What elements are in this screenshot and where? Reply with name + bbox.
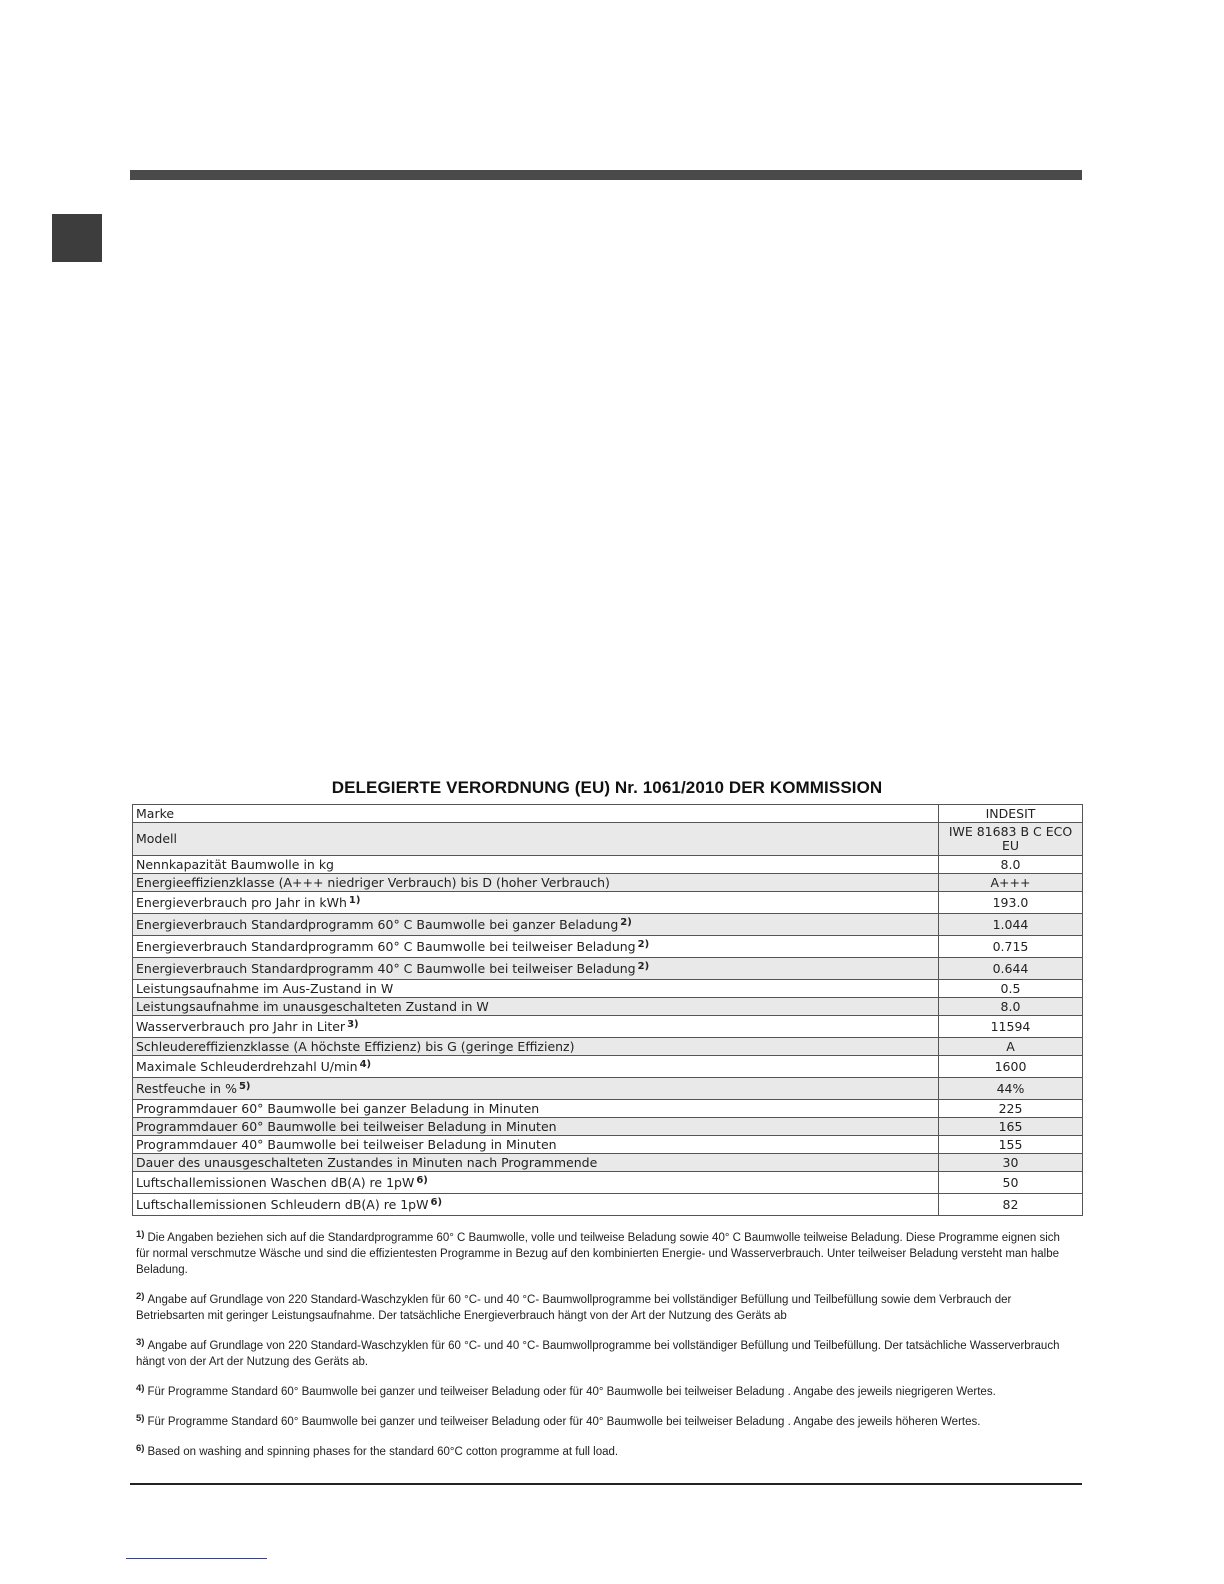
row-label-cell <box>133 1154 939 1172</box>
row-label: Marke <box>136 805 175 821</box>
row-label-cell <box>133 856 939 874</box>
row-label-cell <box>133 1172 939 1194</box>
footnote-marker: 6) <box>430 1196 443 1208</box>
row-label-cell <box>133 823 939 856</box>
footnote-number: 5) <box>136 1413 145 1424</box>
row-label-cell <box>133 1056 939 1078</box>
footnotes <box>136 1230 1066 1474</box>
row-label-cell <box>133 1194 939 1216</box>
table-row <box>133 914 1083 936</box>
row-value: 44% <box>939 1078 1083 1100</box>
row-label: Schleudereffizienzklasse (A höchste Effizienz) bis G (geringe Effizienz) <box>136 1038 575 1054</box>
row-value: 1.044 <box>939 914 1083 936</box>
footnote-marker: 5) <box>238 1080 251 1092</box>
row-label: Leistungsaufnahme im Aus-Zustand in W <box>136 980 394 996</box>
row-label-cell <box>133 1118 939 1136</box>
table-row <box>133 1154 1083 1172</box>
row-value: 8.0 <box>939 998 1083 1016</box>
table-row <box>133 1136 1083 1154</box>
table-row <box>133 936 1083 958</box>
row-label: Dauer des unausgeschalteten Zustandes in Minuten nach Programmende <box>136 1154 598 1170</box>
footnote <box>136 1414 1066 1430</box>
row-label-cell <box>133 914 939 936</box>
footnote-marker: 2) <box>637 960 650 972</box>
row-value: 11594 <box>939 1016 1083 1038</box>
row-value: 0.5 <box>939 980 1083 998</box>
footnote-marker: 4) <box>359 1058 372 1070</box>
row-label-cell <box>133 998 939 1016</box>
row-label: Nennkapazität Baumwolle in kg <box>136 856 334 872</box>
footnote-marker: 3) <box>347 1018 359 1030</box>
table-row <box>133 823 1083 856</box>
table-row <box>133 1194 1083 1216</box>
specification-table <box>132 804 1083 1216</box>
footnote-text: Based on washing and spinning phases for the standard 60°C cotton programme at full load. <box>147 1446 619 1458</box>
row-label-cell <box>133 1038 939 1056</box>
row-value: 193.0 <box>939 892 1083 914</box>
table-row <box>133 998 1083 1016</box>
footnote-number: 1) <box>136 1229 145 1240</box>
row-label-cell <box>133 805 939 823</box>
footnote <box>136 1292 1066 1324</box>
row-label: Luftschallemissionen Schleudern dB(A) re 1pW <box>136 1196 429 1212</box>
row-label: Wasserverbrauch pro Jahr in Liter <box>136 1018 346 1034</box>
footnote-number: 2) <box>136 1291 145 1302</box>
row-value: 0.644 <box>939 958 1083 980</box>
row-value: A <box>939 1038 1083 1056</box>
table-row <box>133 874 1083 892</box>
table-row <box>133 1016 1083 1038</box>
row-label: Luftschallemissionen Waschen dB(A) re 1pW <box>136 1174 415 1190</box>
footnote-text: Angabe auf Grundlage von 220 Standard-Waschzyklen für 60 °C- und 40 °C- Baumwollprogramme bei vollständiger Befüllung und Teilbefüllung sowie dem Verbrauch der Betriebsarten mit geringer Leistungsaufnahme. Der tatsächliche Energieverbrauch hängt von der Art der Nutzung des Geräts ab <box>136 1294 1012 1322</box>
header-rule <box>130 170 1082 180</box>
table-row <box>133 980 1083 998</box>
row-value: A+++ <box>939 874 1083 892</box>
table-row <box>133 1100 1083 1118</box>
row-label: Modell <box>136 831 178 846</box>
table-row <box>133 1038 1083 1056</box>
row-label: Programmdauer 40° Baumwolle bei teilweiser Beladung in Minuten <box>136 1136 557 1152</box>
footnote-text: Für Programme Standard 60° Baumwolle bei ganzer und teilweiser Beladung oder für 40° Baumwolle bei teilweiser Beladung . Angabe des jeweils höheren Wertes. <box>147 1416 981 1428</box>
footnote-number: 6) <box>136 1443 145 1454</box>
footnote-marker: 2) <box>620 916 632 928</box>
row-label-cell <box>133 874 939 892</box>
row-value: 225 <box>939 1100 1083 1118</box>
row-label: Energieeffizienzklasse (A+++ niedriger Verbrauch) bis D (hoher Verbrauch) <box>136 874 610 890</box>
row-value: 165 <box>939 1118 1083 1136</box>
row-label-cell <box>133 936 939 958</box>
row-label: Leistungsaufnahme im unausgeschalteten Zustand in W <box>136 998 489 1014</box>
row-label-cell <box>133 1016 939 1038</box>
row-label-cell <box>133 1136 939 1154</box>
footnote <box>136 1338 1066 1370</box>
table-row <box>133 958 1083 980</box>
row-value: 82 <box>939 1194 1083 1216</box>
table-row <box>133 1172 1083 1194</box>
row-label: Programmdauer 60° Baumwolle bei ganzer Beladung in Minuten <box>136 1100 540 1116</box>
regulation-title: DELEGIERTE VERORDNUNG (EU) Nr. 1061/2010 DER KOMMISSION <box>331 778 883 797</box>
footnote <box>136 1384 1066 1400</box>
table-row <box>133 1056 1083 1078</box>
footnote-number: 3) <box>136 1337 145 1348</box>
row-value: 1600 <box>939 1056 1083 1078</box>
row-label-cell <box>133 958 939 980</box>
row-label: Energieverbrauch pro Jahr in kWh <box>136 894 347 910</box>
row-label-cell <box>133 1078 939 1100</box>
footnote-number: 4) <box>136 1383 145 1394</box>
footnote-text: Die Angaben beziehen sich auf die Standardprogramme 60° C Baumwolle, volle und teilweise Beladung sowie 40° C Baumwolle teilweise Beladung. Diese Programme eignen sich für normal verschmutze Wäsche und sind die effizientesten Programme in Bezug auf den kombinierten Energie- und Wasserverbrauch. Unter teilweiser Beladung versteht man halbe Beladung. <box>136 1232 1060 1276</box>
footnote <box>136 1444 1066 1460</box>
footnote-marker: 6) <box>416 1174 428 1186</box>
row-value: 50 <box>939 1172 1083 1194</box>
row-label: Programmdauer 60° Baumwolle bei teilweiser Beladung in Minuten <box>136 1118 557 1134</box>
row-value: 155 <box>939 1136 1083 1154</box>
row-label: Restfeuche in % <box>136 1080 237 1096</box>
table-row <box>133 892 1083 914</box>
row-label: Maximale Schleuderdrehzahl U/min <box>136 1058 358 1074</box>
row-value: IWE 81683 B C ECO EU <box>939 823 1083 856</box>
table-row <box>133 1118 1083 1136</box>
row-label-cell <box>133 1100 939 1118</box>
footnote-marker: 1) <box>348 894 361 906</box>
row-label: Energieverbrauch Standardprogramm 60° C Baumwolle bei teilweiser Beladung <box>136 938 636 954</box>
row-value: 30 <box>939 1154 1083 1172</box>
row-label-cell <box>133 980 939 998</box>
footer-rule <box>130 1483 1082 1485</box>
row-value: 0.715 <box>939 936 1083 958</box>
footnote <box>136 1230 1066 1278</box>
table-row <box>133 805 1083 823</box>
row-label: Energieverbrauch Standardprogramm 40° C Baumwolle bei teilweiser Beladung <box>136 960 636 976</box>
row-value: INDESIT <box>939 805 1083 823</box>
footnote-text: Für Programme Standard 60° Baumwolle bei ganzer und teilweiser Beladung oder für 40° Baumwolle bei teilweiser Beladung . Angabe des jeweils niegrigeren Wertes. <box>147 1386 996 1398</box>
footnote-marker: 2) <box>637 938 650 950</box>
section-marker-block <box>52 214 102 262</box>
footnote-text: Angabe auf Grundlage von 220 Standard-Waschzyklen für 60 °C- und 40 °C- Baumwollprogramme bei vollständiger Befüllung und Teilbefüllung. Der tatsächliche Wasserverbrauch hängt von der Art der Nutzung des Geräts ab. <box>136 1340 1060 1368</box>
table-row <box>133 856 1083 874</box>
row-value: 8.0 <box>939 856 1083 874</box>
row-label-cell <box>133 892 939 914</box>
footer-link-underline <box>126 1558 267 1559</box>
table-row <box>133 1078 1083 1100</box>
row-label: Energieverbrauch Standardprogramm 60° C Baumwolle bei ganzer Beladung <box>136 916 619 932</box>
